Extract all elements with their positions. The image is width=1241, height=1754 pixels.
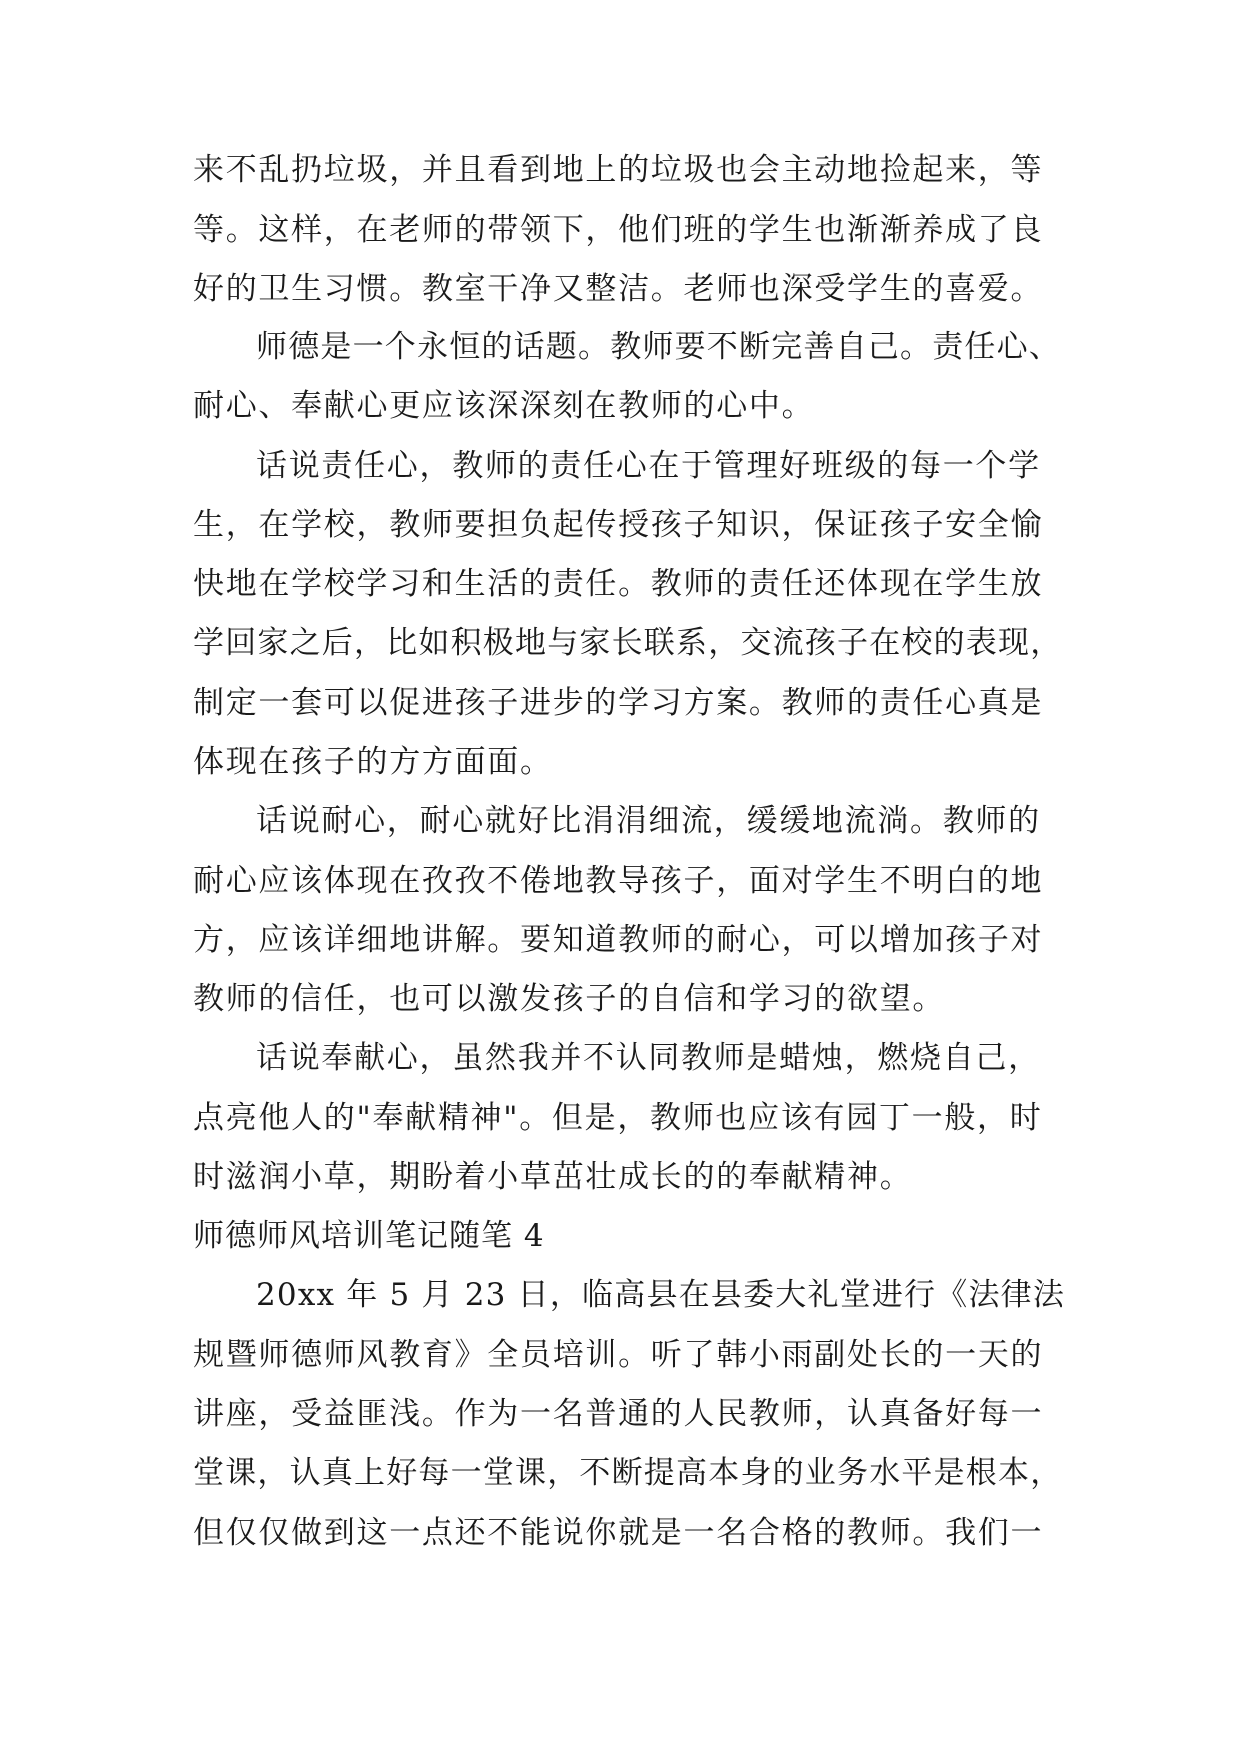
text-line: 但仅仅做到这一点还不能说你就是一名合格的教师。我们一 xyxy=(193,1515,1044,1551)
paragraph-start: 话说责任心，教师的责任心在于管理好班级的每一个学 xyxy=(256,448,1041,484)
text-line: 生，在学校，教师要担负起传授孩子知识，保证孩子安全愉 xyxy=(193,507,1044,543)
text-line: 耐心应该体现在孜孜不倦地教导孩子，面对学生不明白的地 xyxy=(193,863,1044,899)
text-line: 耐心、奉献心更应该深深刻在教师的心中。 xyxy=(193,388,815,424)
text-line: 方，应该详细地讲解。要知道教师的耐心，可以增加孩子对 xyxy=(193,922,1044,958)
text-line: 教师的信任，也可以激发孩子的自信和学习的欲望。 xyxy=(193,981,946,1017)
text-line: 等。这样，在老师的带领下，他们班的学生也渐渐养成了良 xyxy=(193,212,1044,248)
text-line: 讲座，受益匪浅。作为一名普通的人民教师，认真备好每一 xyxy=(193,1396,1044,1432)
text-line: 学回家之后，比如积极地与家长联系，交流孩子在校的表现， xyxy=(193,625,1063,661)
section-heading: 师德师风培训笔记随笔 4 xyxy=(193,1218,545,1254)
text-line: 点亮他人的"奉献精神"。但是，教师也应该有园丁一般，时 xyxy=(193,1100,1043,1136)
text-line: 体现在孩子的方方面面。 xyxy=(193,744,553,780)
text-line: 堂课，认真上好每一堂课，不断提高本身的业务水平是根本， xyxy=(193,1455,1063,1491)
paragraph-start: 20xx 年 5 月 23 日，临高县在县委大礼堂进行《法律法 xyxy=(256,1277,1066,1313)
paragraph-start: 话说耐心，耐心就好比涓涓细流，缓缓地流淌。教师的 xyxy=(256,803,1041,839)
text-line: 规暨师德师风教育》全员培训。听了韩小雨副处长的一天的 xyxy=(193,1337,1044,1373)
text-line: 好的卫生习惯。教室干净又整洁。老师也深受学生的喜爱。 xyxy=(193,271,1044,307)
text-line: 时滋润小草，期盼着小草茁壮成长的的奉献精神。 xyxy=(193,1159,913,1195)
text-line: 制定一套可以促进孩子进步的学习方案。教师的责任心真是 xyxy=(193,685,1044,721)
paragraph-start: 师德是一个永恒的话题。教师要不断完善自己。责任心、 xyxy=(256,329,1061,365)
paragraph-start: 话说奉献心，虽然我并不认同教师是蜡烛，燃烧自己， xyxy=(256,1040,1041,1076)
text-line: 来不乱扔垃圾，并且看到地上的垃圾也会主动地捡起来，等 xyxy=(193,152,1044,188)
text-line: 快地在学校学习和生活的责任。教师的责任还体现在学生放 xyxy=(193,566,1044,602)
